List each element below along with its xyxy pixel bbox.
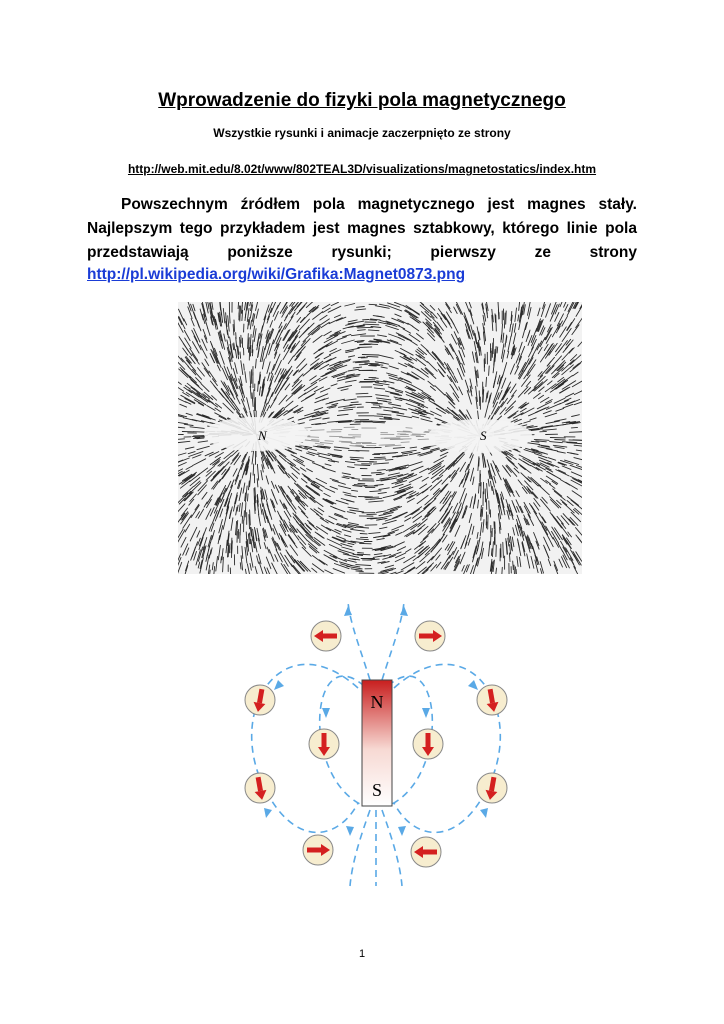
iron-filing bbox=[195, 437, 205, 438]
iron-filing bbox=[555, 440, 565, 441]
iron-filing bbox=[362, 355, 378, 356]
iron-filing bbox=[240, 352, 241, 358]
iron-filing bbox=[495, 522, 496, 534]
iron-filing bbox=[193, 438, 199, 439]
compass-6 bbox=[413, 729, 443, 759]
iron-filing bbox=[229, 544, 230, 553]
page-number: 1 bbox=[358, 948, 366, 960]
subtitle: Wszystkie rysunki i animacje zaczerpnięto ze strony bbox=[213, 126, 511, 140]
iron-filings-photo bbox=[178, 302, 582, 574]
paragraph-line-2: Najlepszym tego przykładem jest magnes sztabkowy, którego linie pola bbox=[87, 220, 637, 237]
iron-filing bbox=[372, 382, 379, 383]
iron-filing bbox=[234, 320, 235, 332]
iron-filing bbox=[369, 304, 377, 305]
iron-filing bbox=[358, 553, 364, 554]
magnet-pole-s: S bbox=[371, 780, 383, 800]
paragraph-line-3: przedstawiają poniższe rysunki; pierwszy ze strony bbox=[87, 244, 637, 261]
iron-filing bbox=[359, 364, 367, 365]
iron-filing bbox=[563, 442, 569, 443]
iron-filing bbox=[506, 311, 507, 324]
iron-filing bbox=[254, 488, 255, 502]
iron-filing bbox=[491, 531, 492, 544]
iron-filing bbox=[372, 407, 382, 408]
iron-filing bbox=[481, 483, 482, 498]
iron-filing bbox=[492, 343, 493, 357]
compass-7 bbox=[245, 773, 275, 803]
iron-filing bbox=[514, 565, 515, 574]
iron-filing bbox=[253, 464, 254, 475]
iron-filing bbox=[364, 324, 379, 325]
iron-filing bbox=[496, 315, 497, 331]
compass-8 bbox=[477, 773, 507, 803]
iron-filing bbox=[356, 393, 368, 394]
iron-filing bbox=[376, 474, 382, 475]
iron-filing bbox=[358, 347, 372, 348]
iron-filing bbox=[497, 347, 498, 353]
intro-paragraph bbox=[87, 193, 637, 265]
iron-filing bbox=[250, 345, 251, 356]
compass-5 bbox=[309, 729, 339, 759]
photo-pole-n: N bbox=[258, 428, 267, 443]
iron-filing bbox=[513, 561, 514, 570]
paragraph-line-1: Powszechnym źródłem pola magnetycznego jest magnes stały. bbox=[121, 196, 637, 213]
compass-2 bbox=[415, 621, 445, 651]
iron-filing bbox=[351, 459, 359, 460]
iron-filing bbox=[374, 457, 385, 458]
iron-filing bbox=[509, 553, 510, 562]
source-link[interactable]: http://web.mit.edu/8.02t/www/802TEAL3D/visualizations/magnetostatics/index.htm bbox=[127, 162, 597, 176]
iron-filing bbox=[232, 543, 233, 558]
iron-filing bbox=[370, 320, 377, 321]
iron-filing bbox=[495, 314, 496, 323]
iron-filing bbox=[248, 494, 249, 501]
iron-filing bbox=[230, 313, 231, 324]
magnet-pole-n: N bbox=[370, 692, 384, 712]
compass-3 bbox=[245, 685, 275, 715]
compass-10 bbox=[411, 837, 441, 867]
iron-filing bbox=[358, 327, 373, 328]
iron-filing bbox=[351, 402, 358, 403]
iron-filing bbox=[500, 527, 501, 533]
iron-filing bbox=[486, 377, 487, 386]
iron-filing bbox=[479, 391, 480, 406]
compass-1 bbox=[311, 621, 341, 651]
iron-filing bbox=[367, 356, 378, 357]
iron-filing bbox=[371, 472, 381, 473]
photo-pole-s: S bbox=[480, 428, 487, 443]
iron-filing bbox=[489, 366, 490, 375]
iron-filing bbox=[249, 340, 250, 352]
compass-9 bbox=[303, 835, 333, 865]
iron-filing bbox=[503, 542, 504, 558]
iron-filing bbox=[365, 363, 378, 364]
iron-filing bbox=[571, 427, 577, 428]
iron-filing bbox=[193, 436, 205, 437]
iron-filing bbox=[491, 549, 492, 556]
iron-filing bbox=[373, 422, 385, 423]
iron-filing bbox=[371, 421, 385, 422]
iron-filing bbox=[489, 501, 490, 514]
wikipedia-link[interactable]: http://pl.wikipedia.org/wiki/Grafika:Magnet0873.png bbox=[87, 266, 466, 283]
iron-filing bbox=[516, 569, 517, 574]
iron-filing bbox=[364, 344, 378, 345]
compass-4 bbox=[477, 685, 507, 715]
page-title: Wprowadzenie do fizyki pola magnetycznego bbox=[158, 90, 566, 111]
bar-magnet-diagram bbox=[240, 598, 512, 888]
iron-filing bbox=[221, 557, 222, 563]
iron-filing bbox=[249, 515, 250, 529]
iron-filing bbox=[482, 507, 483, 516]
iron-filing bbox=[254, 398, 255, 410]
